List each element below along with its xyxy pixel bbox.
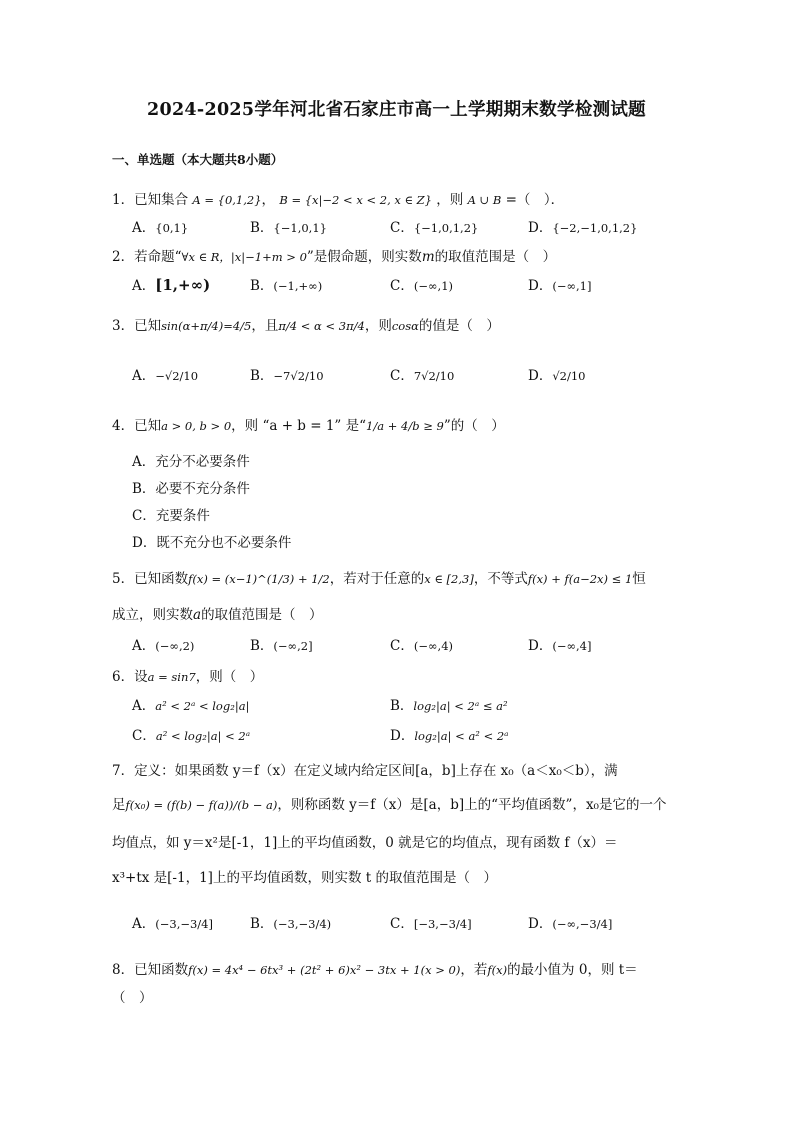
q4-option-a[interactable]: A．充分不必要条件 — [132, 454, 250, 470]
q4-option-c[interactable]: C．充要条件 — [132, 508, 210, 524]
q7-option-c[interactable]: C．[−3,−3/4] — [390, 916, 472, 932]
q5-option-d[interactable]: D．(−∞,4] — [528, 638, 592, 654]
q3-option-d[interactable]: D．√2/10 — [528, 368, 586, 384]
q3-option-b[interactable]: B．−7√2/10 — [250, 368, 324, 384]
q6-option-b[interactable]: B．log₂|a| < 2ᵃ ≤ a² — [390, 698, 508, 714]
q1-option-c[interactable]: C．{−1,0,1,2} — [390, 220, 479, 236]
question-8: 8．已知函数f(x) = 4x⁴ − 6tx³ + (2t² + 6)x² − 3tx + 1(x > 0)，若f(x)的最小值为 0，则 t＝ — [112, 962, 638, 978]
q7-option-d[interactable]: D．(−∞,−3/4] — [528, 916, 613, 932]
q2-option-b[interactable]: B．(−1,+∞) — [250, 278, 323, 294]
q3-option-a[interactable]: A．−√2/10 — [132, 368, 199, 384]
question-2: 2．若命题“∀x ∈ R，|x|−1+m > 0”是假命题，则实数m的取值范围是（ ） — [112, 249, 557, 265]
q4-option-b[interactable]: B．必要不充分条件 — [132, 481, 250, 497]
question-7-line1: 7．定义：如果函数 y＝f（x）在定义域内给定区间[a，b]上存在 x₀（a＜x₀＜b），满 — [112, 763, 618, 779]
q4-option-d[interactable]: D．既不充分也不必要条件 — [132, 535, 292, 551]
q2-option-c[interactable]: C．(−∞,1) — [390, 278, 454, 294]
q7-option-a[interactable]: A．(−3,−3/4] — [132, 916, 213, 932]
q7-option-b[interactable]: B．(−3,−3/4) — [250, 916, 332, 932]
question-6: 6．设a = sin7，则（ ） — [112, 669, 264, 685]
question-3: 3．已知sin(α+π/4)=4/5，且π/4 < α < 3π/4，则cosα的值是（ ） — [112, 318, 500, 334]
page-title: 2024-2025学年河北省石家庄市高一上学期期末数学检测试题 — [147, 100, 646, 120]
question-7-line4: x³+tx 是[-1，1]上的平均值函数，则实数 t 的取值范围是（ ） — [112, 870, 497, 886]
section-title: 一、单选题（本大题共8小题） — [112, 152, 284, 167]
q1-option-d[interactable]: D．{−2,−1,0,1,2} — [528, 220, 638, 236]
q5-option-a[interactable]: A．(−∞,2) — [132, 638, 195, 654]
q6-option-a[interactable]: A．a² < 2ᵃ < log₂|a| — [132, 698, 250, 714]
question-1: 1．已知集合 A = {0,1,2}， B = {x|−2 < x < 2, x ∈ Z} ，则 A ∪ B =（ ）． — [112, 192, 565, 208]
q5-option-b[interactable]: B．(−∞,2] — [250, 638, 313, 654]
q3-option-c[interactable]: C．7√2/10 — [390, 368, 455, 384]
question-5-line2: 成立，则实数a的取值范围是（ ） — [112, 607, 323, 623]
question-7-line3: 均值点，如 y＝x²是[-1，1]上的平均值函数，0 就是它的均值点，现有函数 f（x）＝ — [112, 835, 618, 851]
q1-option-b[interactable]: B．{−1,0,1} — [250, 220, 327, 236]
q6-option-c[interactable]: C．a² < log₂|a| < 2ᵃ — [132, 728, 251, 744]
question-5: 5．已知函数f(x) = (x−1)^(1/3) + 1/2，若对于任意的x ∈ [2,3]，不等式f(x) + f(a−2x) ≤ 1恒 — [112, 571, 646, 587]
q5-option-c[interactable]: C．(−∞,4) — [390, 638, 454, 654]
q2-option-d[interactable]: D．(−∞,1] — [528, 278, 592, 294]
question-7-line2: 足f(x₀) = (f(b) − f(a))/(b − a)，则称函数 y＝f（x）是[a，b]上的“平均值函数”，x₀是它的一个 — [112, 797, 667, 813]
q1-option-a[interactable]: A．{0,1} — [132, 220, 189, 236]
question-4: 4．已知a > 0, b > 0，则 “a + b = 1” 是“1/a + 4/b ≥ 9”的（ ） — [112, 418, 505, 434]
q6-option-d[interactable]: D．log₂|a| < a² < 2ᵃ — [390, 728, 509, 744]
q2-option-a[interactable]: A．[1,+∞) — [132, 276, 211, 294]
question-8-line2: （ ） — [112, 990, 153, 1006]
